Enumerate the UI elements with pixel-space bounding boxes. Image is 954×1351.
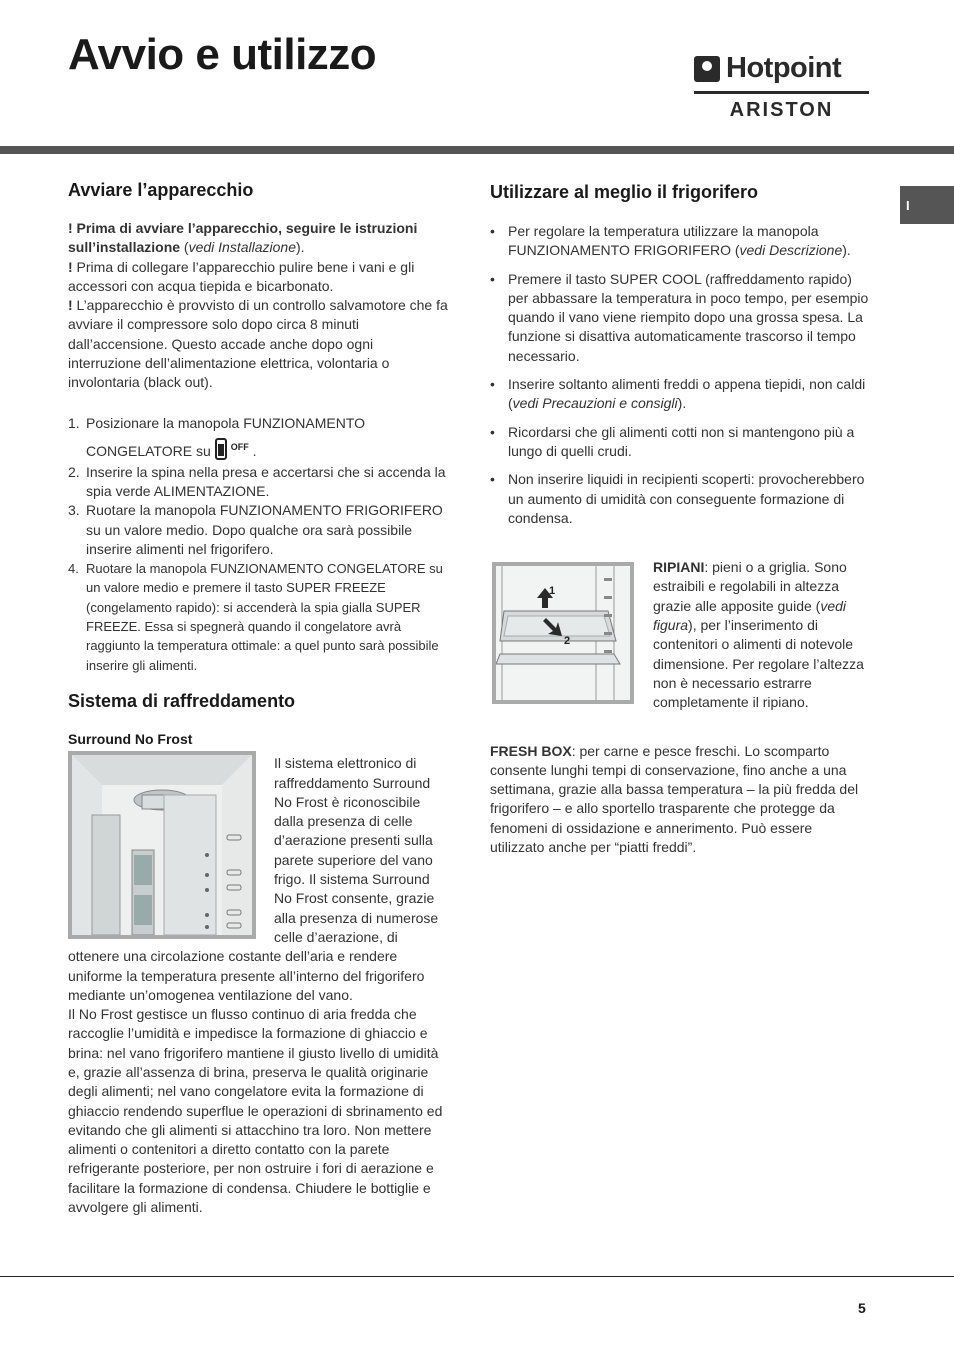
subheading-surround: Surround No Frost xyxy=(68,730,193,747)
section-heading-utilizzare: Utilizzare al meglio il frigorifero xyxy=(490,182,759,202)
list-item: 1. Posizionare la manopola FUNZIONAMENTO CONGELATORE su $^{OFF}$ . xyxy=(68,414,366,459)
logo-mark-icon xyxy=(694,56,720,82)
section-heading-raffreddamento: Sistema di raffreddamento xyxy=(68,690,296,711)
language-tab: I xyxy=(900,186,954,224)
logo-divider xyxy=(694,91,869,94)
warning-3: ! L’apparecchio è provvisto di un controllo salvamotore che fa avviare il compressore solo dopo circa 8 minuti dall’accensione. Questo accade anche dopo ogni interruzione dell’alimentazione elettrica, volontaria o involontaria (black out). xyxy=(68,297,448,391)
warning-2: ! Prima di collegare l’apparecchio pulire bene i vani e gli accessori con acqua tiepida e bicarbonato. xyxy=(68,258,415,294)
logo-brand: Hotpoint xyxy=(726,52,842,84)
header-rule xyxy=(0,146,954,154)
freshbox-paragraph: FRESH BOX: per carne e pesce freschi. Lo scomparto consente lunghi tempi di conservazione, fino anche a una settimana, grazie alla bassa temperatura – la più fredda del frigorifero – e allo sportello trasparente che protegge da fenomeni di ossidazione e annerimento. Può essere utilizzato anche per “piatti freddi”. xyxy=(490,742,859,856)
list-item: • Inserire soltanto alimenti freddi o appena tiepidi, non caldi (vedi Precauzioni e consigli). xyxy=(490,375,870,414)
right-column xyxy=(490,178,870,857)
shelf-figure xyxy=(492,562,634,704)
footer-rule xyxy=(0,1276,954,1277)
ripiani-paragraph: RIPIANI: pieni o a griglia. Sono estraibili e regolabili in altezza grazie alle apposite guide (vedi figura), per l’inserimento di contenitori o alimenti di notevole dimensione. Per regolare l’altezza non è necessario estrarre completamente il ripiano. xyxy=(653,562,864,711)
no-frost-paragraph-2: Il No Frost gestisce un flusso continuo di aria fredda che raccoglie l’umidità e impedisce la formazione di ghiaccio e brina: nel vano frigorifero mantiene il giusto livello di umidità e, grazie all’assenza di brina, preserva le qualità originarie degli alimenti; nel vano congelatore evita la formazione di ghiaccio rendendo superflue le operazioni di sbrinamento ed evitando che gli alimenti si attacchino tra loro. Non mettere alimenti o contenitori a diretto contatto con la parete refrigerante posteriore, per non ostruire i fori di aerazione e facilitare la formazione di condensa. Chiudere le bottiglie e avvolgere gli alimenti. xyxy=(68,1006,443,1216)
list-item: 2. Inserire la spina nella presa e accertarsi che si accenda la spia verde ALIMENTAZIONE. xyxy=(68,463,446,499)
warning-1: ! Prima di avviare l’apparecchio, seguire le istruzioni sull’installazione (vedi Installazione). xyxy=(68,220,418,256)
no-frost-figure xyxy=(68,751,256,939)
list-item: • Non inserire liquidi in recipienti scoperti: provocherebbero un aumento di umidità con conseguente formazione di condensa. xyxy=(490,470,870,528)
logo-sub: ARISTON xyxy=(729,99,834,121)
list-item: • Premere il tasto SUPER COOL (raffreddamento rapido) per abbassare la temperatura in poco tempo, per esempio quando il vano viene riempito dopo una grossa spesa. La funzione si disattiva automaticamente trascorso il tempo necessario. xyxy=(490,270,870,366)
page-title: Avvio e utilizzo xyxy=(68,30,377,79)
page-number: 5 xyxy=(858,1300,866,1316)
list-item: 4. Ruotare la manopola FUNZIONAMENTO CONGELATORE su un valore medio e premere il tasto SUPER FREEZE (congelamento rapido): si accenderà la spia gialla SUPER FREEZE. Essa si spegnerà quando il congelatore avrà raggiunto la temperatura ottimale: a quel punto sarà possibile inserire gli alimenti. xyxy=(68,561,443,673)
list-item: • Per regolare la temperatura utilizzare la manopola FUNZIONAMENTO FRIGORIFERO (vedi Descrizione). xyxy=(490,222,870,261)
section-heading-avviare: Avviare l’apparecchio xyxy=(68,180,254,200)
figure-label-1: 1 xyxy=(549,585,556,598)
fridge-interior-illustration xyxy=(72,755,252,935)
startup-steps xyxy=(68,411,448,675)
usage-tips xyxy=(490,222,870,528)
figure-label-2: 2 xyxy=(564,635,571,648)
left-column xyxy=(68,178,448,1217)
list-item: • Ricordarsi che gli alimenti cotti non si mantengono più a lungo di quelli crudi. xyxy=(490,423,870,462)
shelf-illustration xyxy=(496,566,630,700)
knob-off-icon xyxy=(215,438,227,460)
list-item: 3. Ruotare la manopola FUNZIONAMENTO FRIGORIFERO su un valore medio. Dopo qualche ora sarà possibile inserire alimenti nel frigorifero. xyxy=(68,502,443,557)
no-frost-paragraph-1: Il sistema elettronico di raffreddamento Surround No Frost è riconoscibile dalla presenza di celle d’aerazione presenti sulla parete superiore del vano frigo. Il sistema Surround No Frost consente, grazie alla presenza di numerose celle d’aerazione, di ottenere una circolazione costante dell’aria e rendere uniforme la temperatura presente all’interno del frigorifero mediante un’omogenea ventilazione del vano. xyxy=(68,755,439,1003)
ripiani-block xyxy=(490,562,870,712)
brand-logo xyxy=(694,52,869,122)
